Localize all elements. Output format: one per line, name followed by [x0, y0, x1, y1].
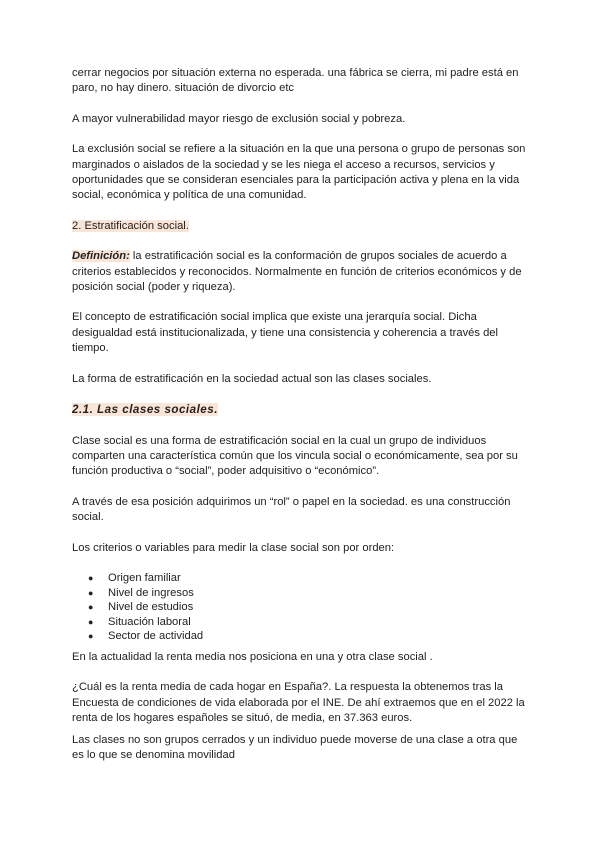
text-line: criterios establecidos y reconocidos. Normalmente en función de criterios económicos y de	[72, 265, 522, 278]
list-item-label: Situación laboral	[108, 615, 191, 628]
paragraph-causes	[72, 66, 532, 97]
text-line: marginados o aislados de la sociedad y se les niega el acceso a recursos, servicios y	[72, 158, 495, 171]
text-line: renta de los hogares españoles se situó, de media, en 37.363 euros.	[72, 712, 413, 725]
paragraph-median-income: En la actualidad la renta media nos posiciona en una y otra clase social .	[72, 650, 433, 663]
list-item	[88, 586, 532, 601]
text-line: paro, no hay dinero. situación de divorcio etc	[72, 82, 295, 95]
bullet-icon: ●	[88, 616, 94, 627]
text-line: es lo que se denomina movilidad	[72, 748, 235, 761]
list-item	[88, 615, 532, 630]
text-line: la estratificación social es la conformación de grupos sociales de acuerdo a	[129, 250, 507, 263]
text-line: social, económica y política de una comunidad.	[72, 189, 307, 202]
list-item	[88, 629, 532, 644]
paragraph-social-class	[72, 434, 532, 480]
text-line: Las clases no son grupos cerrados y un individuo puede moverse de una clase a otra que	[72, 733, 518, 746]
text-line: social.	[72, 511, 104, 524]
list-item-label: Origen familiar	[108, 571, 181, 584]
text-line: La exclusión social se refiere a la situación en la que una persona o grupo de personas son	[72, 143, 526, 156]
text-line: Encuesta de condiciones de vida elaborada por el INE. De ahí extraemos que en el 2022 la	[72, 696, 525, 709]
bullet-icon: ●	[88, 631, 94, 642]
document-page	[72, 66, 532, 763]
paragraph-hierarchy	[72, 310, 532, 356]
criteria-list	[72, 571, 532, 644]
list-item-label: Nivel de estudios	[108, 601, 194, 614]
text-line: posición social (poder y riqueza).	[72, 281, 236, 294]
bullet-icon: ●	[88, 587, 94, 598]
text-line: función productiva o “social”, poder adquisitivo o “económico”.	[72, 465, 380, 478]
section-heading-2	[72, 219, 532, 234]
list-item-label: Nivel de ingresos	[108, 586, 194, 599]
definition-label: Definición:	[72, 250, 130, 263]
text-line: El concepto de estratificación social implica que existe una jerarquía social. Dicha	[72, 311, 477, 324]
text-line: ¿Cuál es la renta media de cada hogar en España?. La respuesta la obtenemos tras la	[72, 681, 503, 694]
text-line: A través de esa posición adquirimos un “rol” o papel en la sociedad. es una construcción	[72, 495, 511, 508]
heading-text: 2. Estratificación social.	[72, 219, 189, 232]
list-item	[88, 571, 532, 586]
heading-text: 2.1. Las clases sociales.	[72, 403, 218, 417]
paragraph-role	[72, 495, 532, 526]
list-item-label: Sector de actividad	[108, 630, 204, 643]
text-line: cerrar negocios por situación externa no esperada. una fábrica se cierra, mi padre está en	[72, 67, 519, 79]
paragraph-definition	[72, 249, 532, 295]
paragraph-mobility	[72, 733, 532, 764]
paragraph-exclusion	[72, 142, 532, 204]
paragraph-vulnerability: A mayor vulnerabilidad mayor riesgo de exclusión social y pobreza.	[72, 112, 406, 125]
text-line: Clase social es una forma de estratificación social en la cual un grupo de individuos	[72, 434, 487, 447]
text-line: oportunidades que se consideran esenciales para la participación activa y plena en la vida	[72, 174, 520, 187]
text-line: tiempo.	[72, 342, 109, 355]
text-line: comparten una característica común que los vincula social o económicamente, sea por su	[72, 449, 518, 462]
paragraph-ine-survey	[72, 680, 532, 726]
section-heading-2-1	[72, 402, 532, 418]
text-line: desigualdad está institucionalizada, y tiene una consistencia y coherencia a través del	[72, 326, 499, 339]
paragraph-criteria-intro: Los criterios o variables para medir la clase social son por orden:	[72, 541, 395, 554]
bullet-icon: ●	[88, 572, 94, 583]
bullet-icon: ●	[88, 602, 94, 613]
paragraph-current-form: La forma de estratificación en la sociedad actual son las clases sociales.	[72, 372, 432, 385]
list-item	[88, 600, 532, 615]
